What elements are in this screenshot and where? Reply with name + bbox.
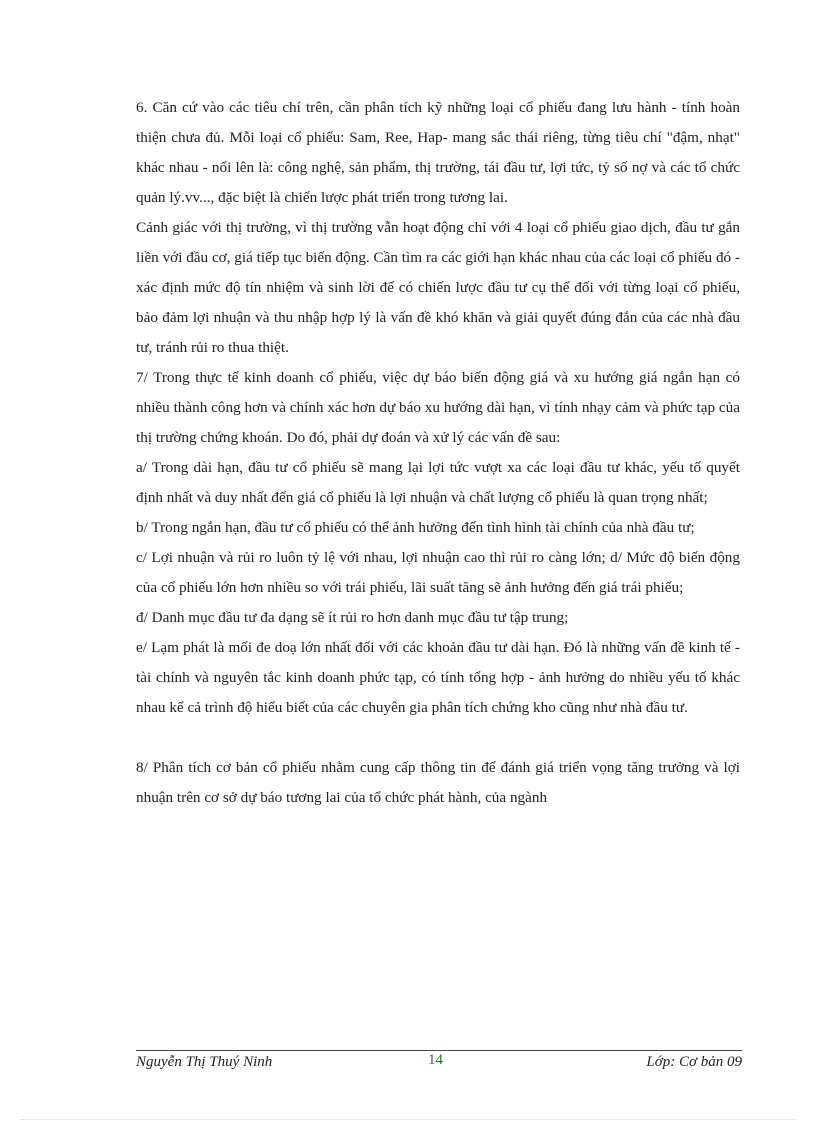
paragraph-item-7c-7d: c/ Lợi nhuận và rủi ro luôn tỷ lệ với nhau, lợi nhuận cao thì rủi ro càng lớn; d/ Mức độ biến động của cổ phiếu lớn hơn nhiều so với trái phiếu, lãi suất tăng sẽ ảnh hưởng đến giá trái phiếu; [136, 549, 740, 596]
body-text [136, 93, 740, 813]
paragraph-item-8: 8/ Phân tích cơ bản cổ phiếu nhằm cung cấp thông tin để đánh giá triển vọng tăng trưởng và lợi nhuận trên cơ sở dự báo tương lai của tổ chức phát hành, của ngành [136, 759, 740, 806]
paragraph-item-7a: a/ Trong dài hạn, đầu tư cổ phiếu sẽ mang lại lợi tức vượt xa các loại đầu tư khác, yếu tố quyết định nhất và duy nhất đến giá cổ phiếu là lợi nhuận và chất lượng cổ phiếu là quan trọng nhất; [136, 459, 740, 506]
paragraph-item-7dd: đ/ Danh mục đầu tư đa dạng sẽ ít rủi ro hơn danh mục đầu tư tập trung; [136, 609, 569, 626]
paragraph-market-caution: Cảnh giác với thị trường, vì thị trường vẫn hoạt động chỉ với 4 loại cổ phiếu giao dịch, đầu tư gắn liền với đầu cơ, giá tiếp tục biến động. Cần tìm ra các giới hạn khác nhau của các loại cổ phiếu đó - xác định mức độ tín nhiệm và sinh lời để có chiến lược đầu tư cụ thể đối với từng loại cổ phiếu, bảo đảm lợi nhuận và thu nhập hợp lý là vấn đề khó khăn và giải quyết đúng đắn của các nhà đầu tư, tránh rủi ro thua thiệt. [136, 219, 740, 356]
footer-author: Nguyễn Thị Thuý Ninh [136, 1054, 273, 1070]
page-bottom-border [20, 1119, 796, 1120]
page-footer [136, 1054, 742, 1078]
paragraph-item-7e: e/ Lạm phát là mối đe doạ lớn nhất đối với các khoản đầu tư dài hạn. Đó là những vấn đề kinh tế - tài chính và nguyên tắc kinh doanh phức tạp, có tính tổng hợp - ảnh hưởng do nhiều yếu tố khác nhau kể cả trình độ hiểu biết của các chuyên gia phân tích chứng kho cũng như nhà đầu tư. [136, 639, 740, 716]
page-number: 14 [428, 1052, 443, 1068]
footer-class-label: Lớp: Cơ bản 09 [646, 1054, 742, 1070]
paragraph-item-7: 7/ Trong thực tế kinh doanh cổ phiếu, việc dự báo biến động giá và xu hướng giá ngắn hạn có nhiều thành công hơn và chính xác hơn dự báo xu hướng dài hạn, vì tính nhạy cảm và phức tạp của thị trường chứng khoán. Do đó, phải dự đoán và xử lý các vấn đề sau: [136, 369, 740, 446]
footer-divider [136, 1050, 742, 1051]
paragraph-item-7b: b/ Trong ngắn hạn, đầu tư cổ phiếu có thể ảnh hưởng đến tình hình tài chính của nhà đầu tư; [136, 519, 695, 536]
paragraph-item-6: 6. Căn cứ vào các tiêu chí trên, cần phân tích kỹ những loại cổ phiếu đang lưu hành - tính hoàn thiện chưa đủ. Mỗi loại cổ phiếu: Sam, Ree, Hap- mang sắc thái riêng, từng tiêu chí "đậm, nhạt" khác nhau - nổi lên là: công nghệ, sản phẩm, thị trường, tái đầu tư, lợi tức, tỷ số nợ và các tổ chức quản lý.vv..., đặc biệt là chiến lược phát triển trong tương lai. [136, 99, 740, 206]
